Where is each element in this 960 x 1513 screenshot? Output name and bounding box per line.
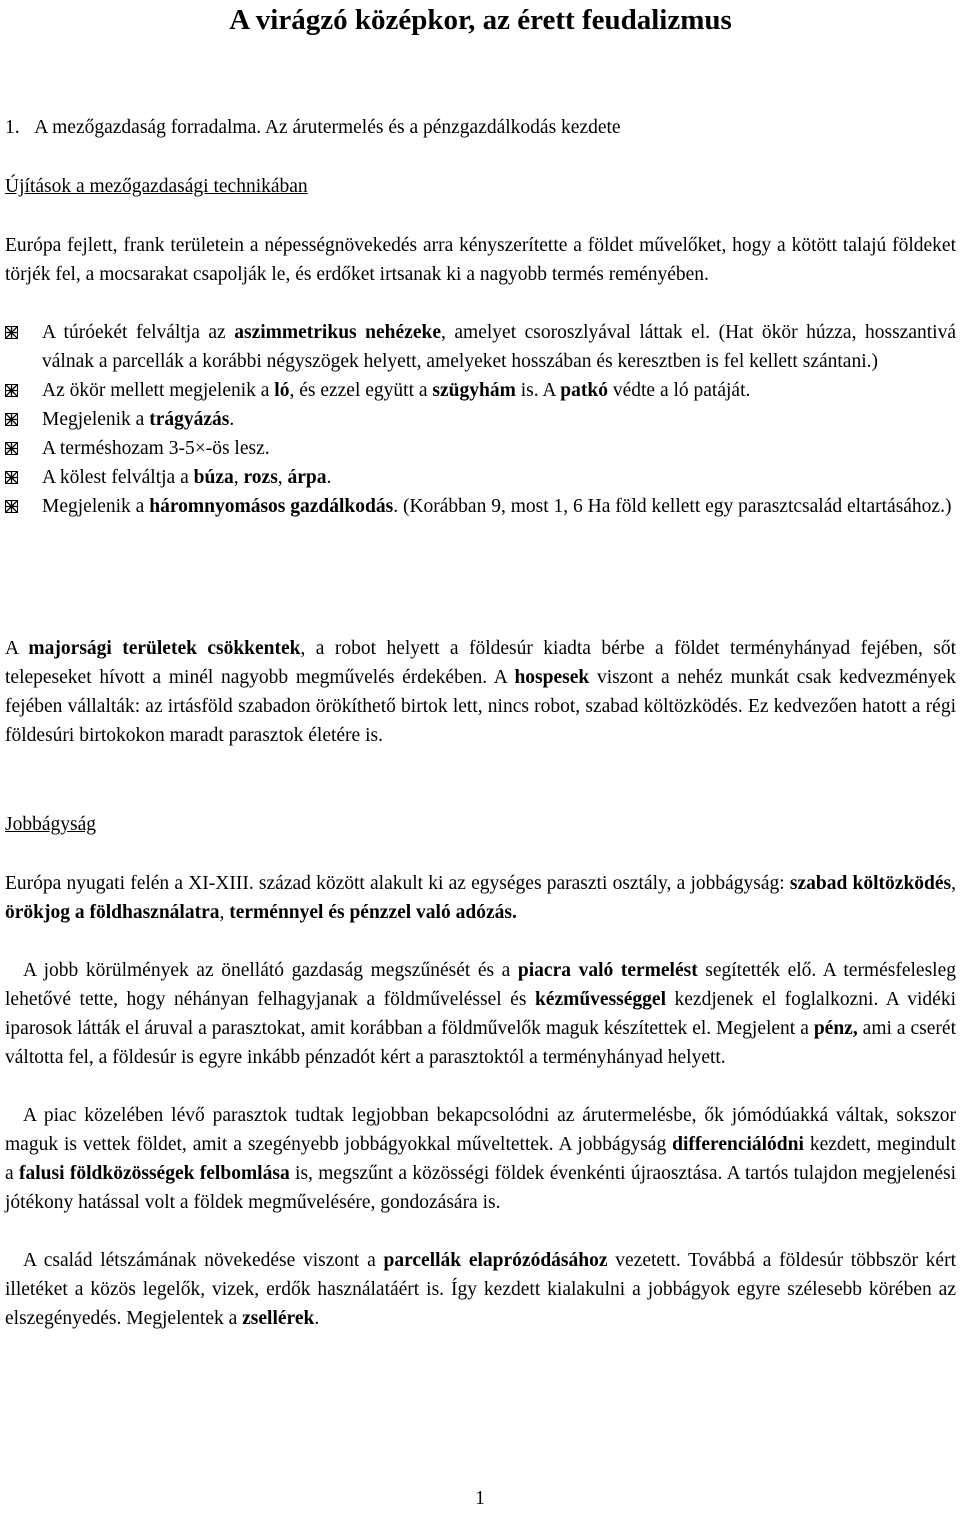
page-title: A virágzó középkor, az érett feudalizmus: [229, 4, 732, 36]
cross-bullet-icon: [5, 318, 19, 347]
list-item: [5, 318, 956, 376]
paragraph-differencialodas: A piac közelében lévő parasztok tudtak legjobban bekapcsolódni az árutermelésbe, ők jómódúakká váltak, sokszor maguk is vettek földet, amit a szegényebb jobbágyokkal műveltettek. A jobbágyság differenciálódni kezdett, megindult a falusi földközösségek felbomlása is, megszűnt a közösségi földek évenkénti újraosztása. A tartós tulajdon megjelenési jótékony hatással volt a földek megművelésére, gondozására is.: [5, 1105, 957, 1213]
innovations-list: [5, 318, 956, 521]
cross-bullet-icon: [5, 434, 19, 463]
list-item-text: A kölest felváltja a búza, rozs, árpa.: [42, 467, 332, 488]
cross-bullet-icon: [5, 376, 19, 405]
list-item: [5, 434, 956, 463]
paragraph-elszegenyedes: A család létszámának növekedése viszont a parcellák elaprózódásához vezetett. Továbbá a földesúr többször kért illetéket a közös legelők, vizek, erdők használatáért is. Így kezdett kialakulni a jobbágyok egyre szélesebb körében az elszegényedés. Megjelentek a zsellérek.: [5, 1250, 956, 1329]
list-item: [5, 492, 956, 521]
subsection-heading: Újítások a mezőgazdasági technikában: [5, 176, 308, 197]
page-number: 1: [475, 1488, 485, 1509]
intro-paragraph: Európa fejlett, frank területein a népességnövekedés arra kényszerítette a földet művelőket, hogy a kötött talajú földeket törjék fel, a mocsarakat csapolják le, és erdőket irtsanak ki a nagyobb termés reményében.: [5, 235, 956, 285]
list-item: [5, 405, 956, 434]
list-item: [5, 376, 956, 405]
cross-bullet-icon: [5, 405, 19, 434]
list-item: [5, 463, 956, 492]
list-item-text: A terméshozam 3-5×-ös lesz.: [42, 438, 270, 459]
cross-bullet-icon: [5, 463, 19, 492]
paragraph-majorsag: A majorsági területek csökkentek, a robot helyett a földesúr kiadta bérbe a földet terményhányad fejében, sőt telepeseket hívott a minél nagyobb megművelés érdekében. A hospesek viszont a nehéz munkát csak kedvezmények fejében vállalták: az irtásföld szabadon örökíthető birtok lett, nincs robot, szabad költözködés. Ez kedvezően hatott a régi földesúri birtokokon maradt parasztok életére is.: [5, 638, 956, 746]
cross-bullet-icon: [5, 492, 19, 521]
list-item-text: Az ökör mellett megjelenik a ló, és ezzel együtt a szügyhám is. A patkó védte a ló patáját.: [42, 380, 751, 401]
list-item-text: A túróekét felváltja az aszimmetrikus nehézeke, amelyet csoroszlyával láttak el. (Hat ökör húzza, hosszantivá válnak a parcellák a korábbi négyszögek helyett, amelyeket hosszában és keresztben is fel kellett szántani.): [42, 322, 956, 372]
list-item-text: Megjelenik a trágyázás.: [42, 409, 235, 430]
subsection-heading-jobbagysag: Jobbágyság: [5, 814, 96, 835]
section-heading: 1. A mezőgazdaság forradalma. Az árutermelés és a pénzgazdálkodás kezdete: [5, 117, 621, 138]
paragraph-jobbagysag: Európa nyugati felén a XI-XIII. század között alakult ki az egységes paraszti osztály, a jobbágyság: szabad költözködés, örökjog a földhasználatra, terménnyel és pénzzel való adózás.: [5, 873, 957, 923]
list-item-text: Megjelenik a háromnyomásos gazdálkodás. (Korábban 9, most 1, 6 Ha föld kellett egy parasztcsalád eltartásához.): [42, 496, 952, 517]
paragraph-piac: A jobb körülmények az önellátó gazdaság megszűnését és a piacra való termelést segítették elő. A termésfelesleg lehetővé tette, hogy néhányan felhagyjanak a földműveléssel és kézművességgel kezdjenek el foglalkozni. A vidéki iparosok látták el áruval a parasztokat, amit korábban a földművelők maguk készítettek el. Megjelent a pénz, ami a cserét váltotta fel, a földesúr is egyre inkább pénzadót kért a parasztoktól a terményhányad helyett.: [5, 960, 957, 1068]
